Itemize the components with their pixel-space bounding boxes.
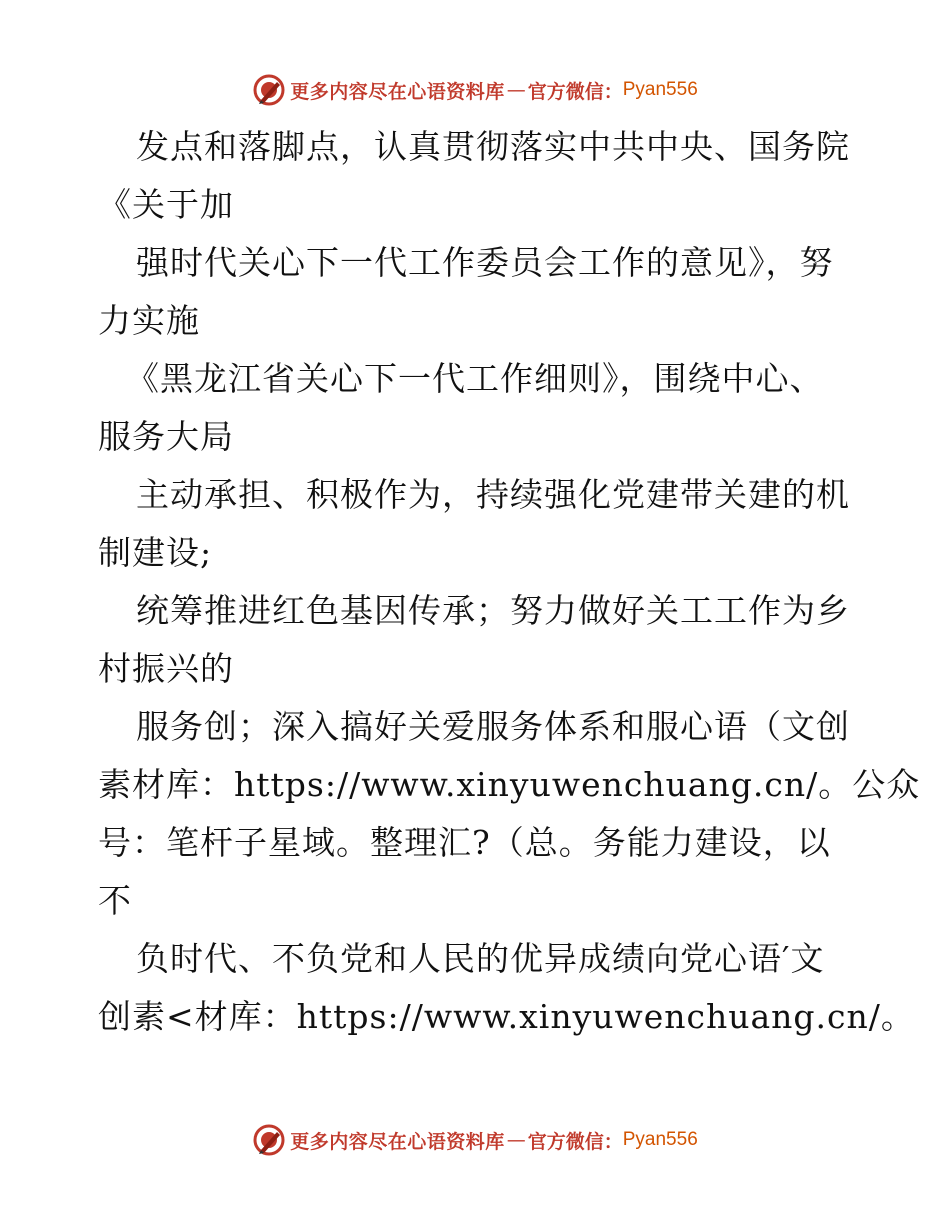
footer-separator: — xyxy=(506,1129,526,1151)
body-line: 强时代关心下一代工作委员会工作的意见》，努 xyxy=(136,243,834,282)
body-line: 统筹推进红色基因传承；努力做好关工工作为乡 xyxy=(136,591,850,630)
body-line: 力实施 xyxy=(98,301,200,340)
footer-banner-text: 更多内容尽在心语资料库 xyxy=(290,1130,505,1153)
body-line: 负时代、不负党和人民的优异成绩向党心语′文 xyxy=(136,939,825,978)
pen-logo-icon xyxy=(252,1123,286,1157)
header-separator: — xyxy=(506,79,526,101)
body-line: 《黑龙江省关心下一代工作细则》，围绕中心、 xyxy=(126,359,824,398)
footer-wechat-label: 官方微信： xyxy=(527,1130,623,1153)
body-line: 制建设; xyxy=(98,533,213,572)
pen-logo-icon xyxy=(252,73,286,107)
body-line: 创素<材库：https://www.xinyuwenchuang.cn/。 xyxy=(98,997,915,1036)
body-line: 号：笔杆子星域。整理汇?（总。务能力建设，以 xyxy=(98,823,831,862)
body-line: 不 xyxy=(98,881,132,920)
body-line: 发点和落脚点，认真贯彻落实中共中央、国务院 xyxy=(136,127,850,166)
footer-wechat-id: Pyan556 xyxy=(622,1129,698,1150)
body-line: 村振兴的 xyxy=(98,649,234,688)
header-wechat-label: 官方微信： xyxy=(527,80,623,103)
body-line: 服务创；深入搞好关爱服务体系和服心语（文创 xyxy=(136,707,850,746)
header-banner-text: 更多内容尽在心语资料库 xyxy=(290,80,505,103)
body-line: 素材库：https://www.xinyuwenchuang.cn/。公众 xyxy=(98,765,921,804)
header-banner xyxy=(0,70,950,110)
header-wechat-id: Pyan556 xyxy=(622,79,698,100)
body-line: 《关于加 xyxy=(98,185,234,224)
body-line: 主动承担、积极作为，持续强化党建带关建的机 xyxy=(136,475,850,514)
document-body xyxy=(98,118,921,1046)
footer-banner xyxy=(0,1120,950,1160)
body-line: 服务大局 xyxy=(98,417,234,456)
